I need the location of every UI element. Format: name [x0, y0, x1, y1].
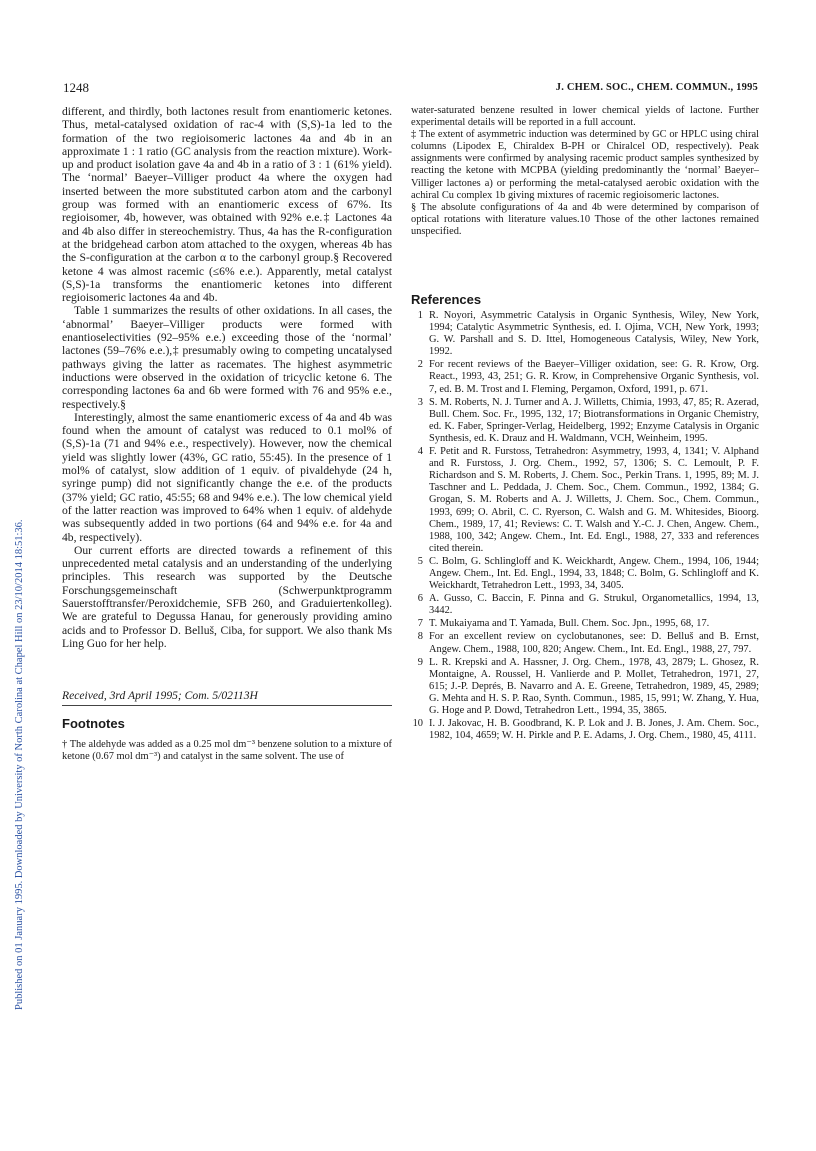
reference-text: For recent reviews of the Baeyer–Villiger oxidation, see: G. R. Krow, Org. React., 1993, 43, 251; G. R. Krow, in Comprehensive Organic Synthesis, vol. 7, ed. B. M. Trost and I. Fleming, Pergamon, Oxford, 1991, p. 671. [429, 359, 759, 395]
reference-text: R. Noyori, Asymmetric Catalysis in Organic Synthesis, Wiley, New York, 1994; Catalytic Asymmetric Synthesis, ed. I. Ojima, VCH, New York, 1993; G. W. Parshall and S. D. Ittel, Homogeneous Catalysis, Wiley, New York, 1992. [429, 310, 759, 358]
reference-item [411, 556, 759, 592]
reference-item [411, 310, 759, 358]
reference-item [411, 618, 759, 630]
footnote-continued: water-saturated benzene resulted in lower chemical yields of lactone. Further experimental details will be reported in a full account. [411, 105, 759, 129]
body-paragraph: Interestingly, almost the same enantiomeric excess of 4a and 4b was found when the amount of catalyst was reduced to 0.1 mol% of (S,S)-1a (71 and 94% e.e., respectively). However, now the chemical yield was slightly lower (43%, GC ratio, 55:45). In the presence of 1 mol% of catalyst, slow addition of 1 equiv. of pivaldehyde (24 h, syringe pump) did not significantly change the e.e. of the products (37% yield; GC ratio, 45:55; 68 and 94% e.e.). The low chemical yield of the latter reaction was improved to 64% when 1 equiv. of aldehyde was subsequently added in two portions (64 and 94% e.e. for 4a and 4b, respectively). [62, 410, 392, 544]
reference-number: 3 [417, 396, 423, 408]
page-number: 1248 [63, 80, 89, 95]
reference-number: 1 [417, 310, 423, 321]
reference-number: 2 [417, 359, 423, 371]
left-column [62, 105, 392, 650]
body-paragraph: Table 1 summarizes the results of other oxidations. In all cases, the ‘abnormal’ Baeyer–Villiger products were formed with enantioselectivities (92–95% e.e.) exceeding those of the ‘normal’ lactones (59–76% e.e.),‡ presumably owing to competing uncatalysed pathways giving the latter as racemates. The highest asymmetric inductions were observed in the oxidation of tricyclic ketone 6. The corresponding lactones 6a and 6b were formed with 76 and 95% e.e., respectively.§ [62, 304, 392, 411]
reference-number: 10 [412, 718, 423, 730]
reference-text: F. Petit and R. Furstoss, Tetrahedron: Asymmetry, 1993, 4, 1341; V. Alphand and R. Furstoss, J. Org. Chem., 1992, 57, 1306; S. C. Lemoult, P. F. Richardson and S. M. Roberts, J. Chem. Soc., Perkin Trans. 1, 1995, 89; M. J. Taschner and L. Peddada, J. Chem. Soc., Chem. Commun., 1992, 1384; G. Grogan, S. M. Roberts and A. J. Willetts, J. Chem. Soc., Chem. Commun., 1993, 699; O. Abril, C. C. Ryerson, C. Walsh and G. M. Whitesides, Bioorg. Chem., 1989, 17, 41; Reviews: C. T. Walsh and Y.-C. J. Chen, Angew. Chem., 1988, 100, 342; Angew. Chem., Int. Ed. Engl., 1988, 27, 333 and references cited therein. [429, 446, 759, 554]
reference-number: 9 [417, 656, 423, 668]
reference-number: 7 [417, 618, 423, 630]
reference-item [411, 359, 759, 395]
footnotes-heading: Footnotes [62, 716, 125, 731]
references-list [411, 310, 759, 743]
reference-item [411, 593, 759, 617]
journal-header: J. CHEM. SOC., CHEM. COMMUN., 1995 [555, 82, 758, 93]
divider [62, 705, 392, 706]
reference-number: 6 [417, 593, 423, 605]
reference-item [411, 397, 759, 445]
received-line: Received, 3rd April 1995; Com. 5/02113H [62, 689, 258, 702]
reference-number: 4 [417, 446, 423, 458]
reference-text: I. J. Jakovac, H. B. Goodbrand, K. P. Lok and J. B. Jones, J. Am. Chem. Soc., 1982, 104, 4659; W. H. Pirkle and P. E. Adams, J. Org. Chem., 1980, 45, 4111. [429, 718, 759, 742]
footnote-ddagger: ‡ The extent of asymmetric induction was determined by GC or HPLC using chiral columns (Lipodex E, Chiraldex B-PH or Chiralcel OD, respectively). Peak assignments were confirmed by analysing racemic product samples synthesized by reacting the ketone with MCPBA (yielding predominantly the ‘normal’ Baeyer–Villiger lactones a) or performing the metal-catalysed aerobic oxidation with the achiral Cu complex 1b giving mixtures of racemic regioisomeric lactones. [411, 129, 759, 201]
body-paragraph: Our current efforts are directed towards a refinement of this unprecedented metal catalysis and an understanding of the underlying principles. This research was supported by the Deutsche Forschungsgemeinschaft (Schwerpunktprogramm Sauerstofftransfer/Peroxidchemie, SFB 260, and Graduiertenkolleg). We are grateful to Degussa Hanau, for generously providing amino acids and to Professor D. Belluš, Ciba, for support. We also thank Ms Ling Guo for her help. [62, 543, 392, 650]
reference-text: T. Mukaiyama and T. Yamada, Bull. Chem. Soc. Jpn., 1995, 68, 17. [429, 618, 710, 630]
reference-item [411, 718, 759, 742]
footnote-dagger: † The aldehyde was added as a 0.25 mol dm⁻³ benzene solution to a mixture of ketone (0.67 mol dm⁻³) and catalyst in the same solvent. The use of [62, 739, 392, 763]
download-notice: Published on 01 January 1995. Downloaded by University of North Carolina at Chapel Hill on 23/10/2014 18:51:36. [14, 519, 25, 1010]
reference-item [411, 657, 759, 717]
reference-item [411, 446, 759, 555]
reference-text: S. M. Roberts, N. J. Turner and A. J. Willetts, Chimia, 1993, 47, 85; R. Azerad, Bull. Chem. Soc. Fr., 1995, 132, 17; Biotransformations in Organic Chemistry, ed. K. Faber, Springer-Verlag, Heidelberg, 1992; Enzyme Catalysis in Organic Synthesis, ed. K. Drauz and H. Waldmann, VCH, Weinheim, 1995. [429, 396, 759, 444]
references-heading: References [411, 292, 482, 307]
body-paragraph: different, and thirdly, both lactones result from enantiomeric ketones. Thus, metal-catalysed oxidation of rac-4 with (S,S)-1a led to the formation of the two regioisomeric lactones 4a and 4b in an approximate 1 : 1 ratio (GC analysis from the reaction mixture). Work-up and product isolation gave 4a and 4b in a ratio of 3 : 1 (61% yield). The ‘normal’ Baeyer–Villiger product 4a where the oxygen had inserted between the more substituted carbon atom and the carbonyl group was formed with an enantiomeric excess of 67%. Its regioisomer, 4b, however, was obtained with 92% e.e.‡ Lactones 4a and 4b also differ in stereochemistry. Thus, 4a has the R-configuration at the bridgehead carbon atom attached to the oxygen, whereas 4b has the S-configuration at the carbon α to the carbonyl group.§ Recovered ketone 4 was almost racemic (≤6% e.e.). Apparently, metal catalyst (S,S)-1a transforms the enantiomeric ketones into different regioisomeric lactones 4a and 4b. [62, 105, 392, 305]
right-footnotes [411, 105, 759, 238]
reference-number: 8 [417, 631, 423, 643]
reference-number: 5 [417, 555, 423, 567]
reference-text: A. Gusso, C. Baccin, F. Pinna and G. Strukul, Organometallics, 1994, 13, 3442. [429, 593, 759, 617]
footnote-section: § The absolute configurations of 4a and 4b were determined by comparison of optical rotations with literature values.10 Those of the other lactones remained unspecified. [411, 201, 759, 237]
reference-item [411, 631, 759, 655]
reference-text: C. Bolm, G. Schlingloff and K. Weickhardt, Angew. Chem., 1994, 106, 1944; Angew. Chem., Int. Ed. Engl., 1994, 33, 1848; C. Bolm, G. Schlingloff and K. Weickhardt, Tetrahedron Lett., 1993, 34, 3405. [429, 555, 759, 592]
reference-text: For an excellent review on cyclobutanones, see: D. Belluš and B. Ernst, Angew. Chem., 1988, 100, 820; Angew. Chem., Int. Ed. Engl., 1988, 27, 797. [429, 631, 759, 655]
reference-text: L. R. Krepski and A. Hassner, J. Org. Chem., 1978, 43, 2879; L. Ghosez, R. Montaigne, A. Roussel, H. Vanlierde and P. Mollet, Tetrahedron, 1971, 27, 615; J.-P. Deprés, B. Navarro and A. E. Greene, Tetrahedron, 1989, 45, 2989; G. Mehta and H. S. P. Rao, Synth. Commun., 1985, 15, 991; W. Zhang, Y. Hua, G. Hoge and P. Dowd, Tetrahedron Lett., 1994, 35, 3865. [429, 656, 759, 716]
